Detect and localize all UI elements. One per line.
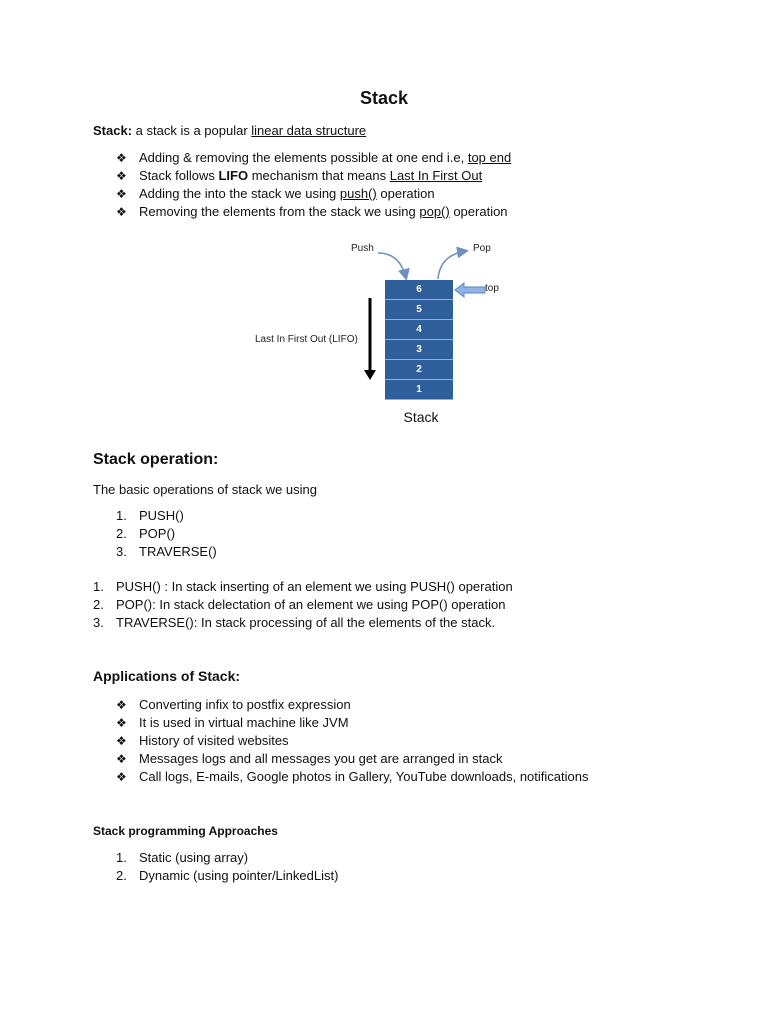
stack-cell: 2	[385, 360, 453, 380]
list-number: 3.	[93, 615, 104, 630]
bullet-text: Adding & removing the elements possible at one end i.e,	[139, 150, 468, 165]
list-number: 1.	[93, 579, 104, 594]
bullet-icon: ❖	[116, 734, 127, 748]
diagram-caption: Stack	[403, 409, 439, 425]
stack-cell: 6	[385, 280, 453, 300]
list-number: 1.	[116, 508, 127, 523]
bullet-icon: ❖	[116, 770, 127, 784]
top-pointer-icon	[454, 282, 486, 298]
intro-link: linear data structure	[251, 123, 367, 138]
approaches-heading: Stack programming Approaches	[93, 824, 278, 838]
bullet-icon: ❖	[116, 752, 127, 766]
bullet-underlined: Last In First Out	[389, 168, 483, 183]
stack-cell: 4	[385, 320, 453, 340]
push-arrow-icon	[378, 253, 406, 278]
list-text: TRAVERSE()	[139, 544, 217, 559]
list-number: 2.	[116, 868, 127, 883]
pop-arrow-icon	[438, 251, 466, 279]
stack-cell: 5	[385, 300, 453, 320]
bullet-text: operation	[376, 186, 435, 201]
list-number: 3.	[116, 544, 127, 559]
list-number: 1.	[116, 850, 127, 865]
lifo-label: Last In First Out (LIFO)	[255, 334, 358, 345]
list-text: Converting infix to postfix expression	[139, 697, 351, 712]
bullet-icon: ❖	[116, 169, 127, 183]
bullet-underlined: push()	[339, 186, 377, 201]
intro-text: a stack is a popular	[132, 123, 252, 138]
list-text: Messages logs and all messages you get are arranged in stack	[139, 751, 503, 766]
list-text: POP()	[139, 526, 176, 541]
bullet-underlined: pop()	[419, 204, 450, 219]
list-number: 2.	[116, 526, 127, 541]
stack-cell: 3	[385, 340, 453, 360]
push-label: Push	[351, 243, 374, 254]
bullet-text: Adding the into the stack we using	[139, 186, 340, 201]
bullet-text: Removing the elements from the stack we using	[139, 204, 420, 219]
operations-heading: Stack operation:	[93, 451, 219, 468]
bullet-icon: ❖	[116, 698, 127, 712]
down-arrow-icon	[362, 296, 378, 382]
bullet-icon: ❖	[116, 716, 127, 730]
bullet-text: Stack follows	[139, 168, 219, 183]
list-text: PUSH()	[139, 508, 184, 523]
top-label: top	[485, 283, 499, 294]
bullet-icon: ❖	[116, 205, 127, 219]
list-text: It is used in virtual machine like JVM	[139, 715, 349, 730]
bullet-underlined: top end	[467, 150, 512, 165]
list-text: Dynamic (using pointer/LinkedList)	[139, 868, 339, 883]
pop-label: Pop	[473, 243, 491, 254]
list-text: POP(): In stack delectation of an element we using POP() operation	[116, 597, 506, 612]
page-title: Stack	[359, 88, 409, 108]
bullet-text: operation	[449, 204, 508, 219]
list-text: TRAVERSE(): In stack processing of all the elements of the stack.	[116, 615, 496, 630]
list-text: Call logs, E-mails, Google photos in Gallery, YouTube downloads, notifications	[139, 769, 589, 784]
bullet-icon: ❖	[116, 151, 127, 165]
stack-cell: 1	[385, 380, 453, 400]
bullet-bold: LIFO	[218, 168, 249, 183]
applications-heading: Applications of Stack:	[93, 668, 241, 684]
bullet-icon: ❖	[116, 187, 127, 201]
list-number: 2.	[93, 597, 104, 612]
bullet-text: mechanism that means	[248, 168, 390, 183]
list-text: Static (using array)	[139, 850, 249, 865]
list-text: History of visited websites	[139, 733, 289, 748]
list-text: PUSH() : In stack inserting of an element we using PUSH() operation	[116, 579, 513, 594]
operations-intro: The basic operations of stack we using	[93, 482, 318, 497]
intro-term: Stack:	[93, 123, 133, 138]
intro-line	[93, 122, 366, 140]
